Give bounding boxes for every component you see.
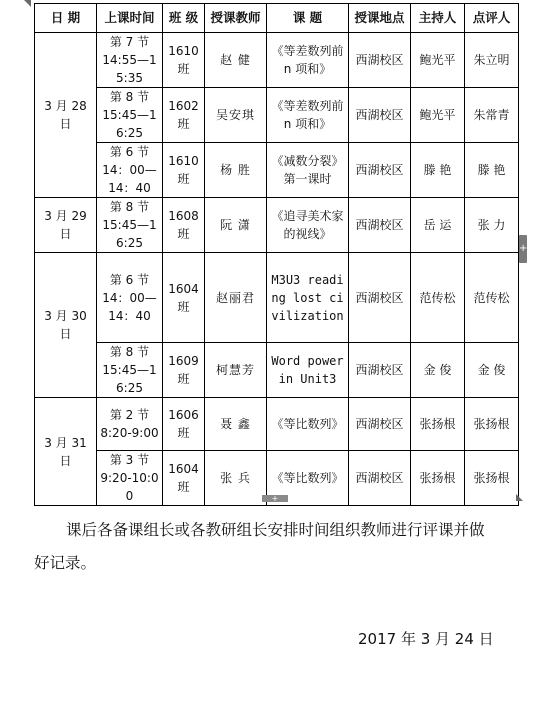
class-cell: 1608 班 — [163, 198, 205, 253]
topic-cell: Word power in Unit3 — [267, 343, 349, 398]
time-cell — [97, 253, 163, 343]
time-range: 14：00—14：40 — [102, 290, 157, 323]
period: 第 8 节 — [109, 90, 150, 104]
add-row-handle[interactable]: + — [262, 495, 288, 502]
time-range: 8:20-9:00 — [100, 426, 159, 440]
reviewer-cell: 金 俊 — [465, 343, 519, 398]
host-cell: 金 俊 — [411, 343, 465, 398]
host-cell: 鲍光平 — [411, 88, 465, 143]
host-cell: 滕 艳 — [411, 143, 465, 198]
header-teacher: 授课教师 — [205, 4, 267, 33]
location-cell: 西湖校区 — [349, 398, 411, 451]
host-cell: 张扬根 — [411, 451, 465, 506]
host-cell: 张扬根 — [411, 398, 465, 451]
note-paragraph: 课后各备课组长或各教研组长安排时间组织教师进行评课并做好记录。 — [34, 520, 485, 572]
teacher-cell: 柯慧芳 — [205, 343, 267, 398]
host-cell: 岳 运 — [411, 198, 465, 253]
location-cell: 西湖校区 — [349, 33, 411, 88]
time-range: 9:20-10:00 — [100, 471, 159, 503]
header-time: 上课时间 — [97, 4, 163, 33]
time-cell — [97, 343, 163, 398]
footer-date: 2017 年 3 月 24 日 — [358, 630, 494, 648]
class-cell: 1610 班 — [163, 33, 205, 88]
header-location: 授课地点 — [349, 4, 411, 33]
date-cell: 3 月 31 日 — [35, 398, 97, 506]
class-cell: 1604 班 — [163, 253, 205, 343]
reviewer-cell: 范传松 — [465, 253, 519, 343]
topic-cell: 《等差数列前 n 项和》 — [267, 33, 349, 88]
topic-cell: 《等差数列前 n 项和》 — [267, 88, 349, 143]
reviewer-cell: 张 力 — [465, 198, 519, 253]
table-row — [35, 33, 519, 88]
table-header-row — [35, 4, 519, 33]
add-column-handle[interactable]: + — [519, 235, 527, 263]
teacher-cell: 聂 鑫 — [205, 398, 267, 451]
teacher-cell: 阮 潇 — [205, 198, 267, 253]
table-row — [35, 398, 519, 451]
topic-cell: M3U3 reading lost civilization — [267, 253, 349, 343]
teacher-cell: 杨 胜 — [205, 143, 267, 198]
reviewer-cell: 朱常青 — [465, 88, 519, 143]
host-cell: 范传松 — [411, 253, 465, 343]
time-range: 15:45—16:25 — [102, 218, 157, 250]
time-cell — [97, 451, 163, 506]
time-range: 14:55—15:35 — [102, 53, 157, 85]
teacher-cell: 赵丽君 — [205, 253, 267, 343]
header-topic: 课 题 — [267, 4, 349, 33]
period: 第 2 节 — [109, 408, 150, 422]
period: 第 8 节 — [109, 200, 150, 214]
class-cell: 1610 班 — [163, 143, 205, 198]
time-range: 14：00—14：40 — [102, 163, 157, 195]
table-row — [35, 253, 519, 343]
period: 第 8 节 — [109, 345, 150, 359]
table-row — [35, 198, 519, 253]
time-range: 15:45—16:25 — [102, 108, 157, 140]
location-cell: 西湖校区 — [349, 143, 411, 198]
table-move-handle[interactable] — [24, 0, 31, 7]
date-cell: 3 月 28 日 — [35, 33, 97, 198]
reviewer-cell: 张扬根 — [465, 398, 519, 451]
topic-cell: 《减数分裂》第一课时 — [267, 143, 349, 198]
location-cell: 西湖校区 — [349, 451, 411, 506]
time-cell — [97, 88, 163, 143]
location-cell: 西湖校区 — [349, 343, 411, 398]
time-cell — [97, 198, 163, 253]
time-cell — [97, 398, 163, 451]
topic-cell: 《追寻美术家的视线》 — [267, 198, 349, 253]
class-cell: 1604 班 — [163, 451, 205, 506]
teacher-cell: 赵 健 — [205, 33, 267, 88]
table-row — [35, 143, 519, 198]
location-cell: 西湖校区 — [349, 198, 411, 253]
table-row — [35, 343, 519, 398]
period: 第 6 节 — [109, 272, 150, 287]
location-cell: 西湖校区 — [349, 253, 411, 343]
reviewer-cell: 张扬根 — [465, 451, 519, 506]
time-cell — [97, 143, 163, 198]
period: 第 6 节 — [109, 145, 150, 159]
header-date: 日 期 — [35, 4, 97, 33]
header-class: 班 级 — [163, 4, 205, 33]
host-cell: 鲍光平 — [411, 33, 465, 88]
class-cell: 1609 班 — [163, 343, 205, 398]
table-row — [35, 88, 519, 143]
period: 第 7 节 — [109, 35, 150, 49]
table-resize-handle[interactable] — [516, 494, 523, 501]
reviewer-cell: 滕 艳 — [465, 143, 519, 198]
header-reviewer: 点评人 — [465, 4, 519, 33]
period: 第 3 节 — [109, 453, 150, 467]
date-cell: 3 月 29 日 — [35, 198, 97, 253]
time-cell — [97, 33, 163, 88]
schedule-table — [34, 3, 519, 506]
time-range: 15:45—16:25 — [102, 363, 157, 395]
teacher-cell: 吴安琪 — [205, 88, 267, 143]
header-host: 主持人 — [411, 4, 465, 33]
class-cell: 1602 班 — [163, 88, 205, 143]
class-cell: 1606 班 — [163, 398, 205, 451]
topic-cell: 《等比数列》 — [267, 451, 349, 506]
reviewer-cell: 朱立明 — [465, 33, 519, 88]
location-cell: 西湖校区 — [349, 88, 411, 143]
date-cell: 3 月 30 日 — [35, 253, 97, 398]
teacher-cell: 张 兵 — [205, 451, 267, 506]
topic-cell: 《等比数列》 — [267, 398, 349, 451]
